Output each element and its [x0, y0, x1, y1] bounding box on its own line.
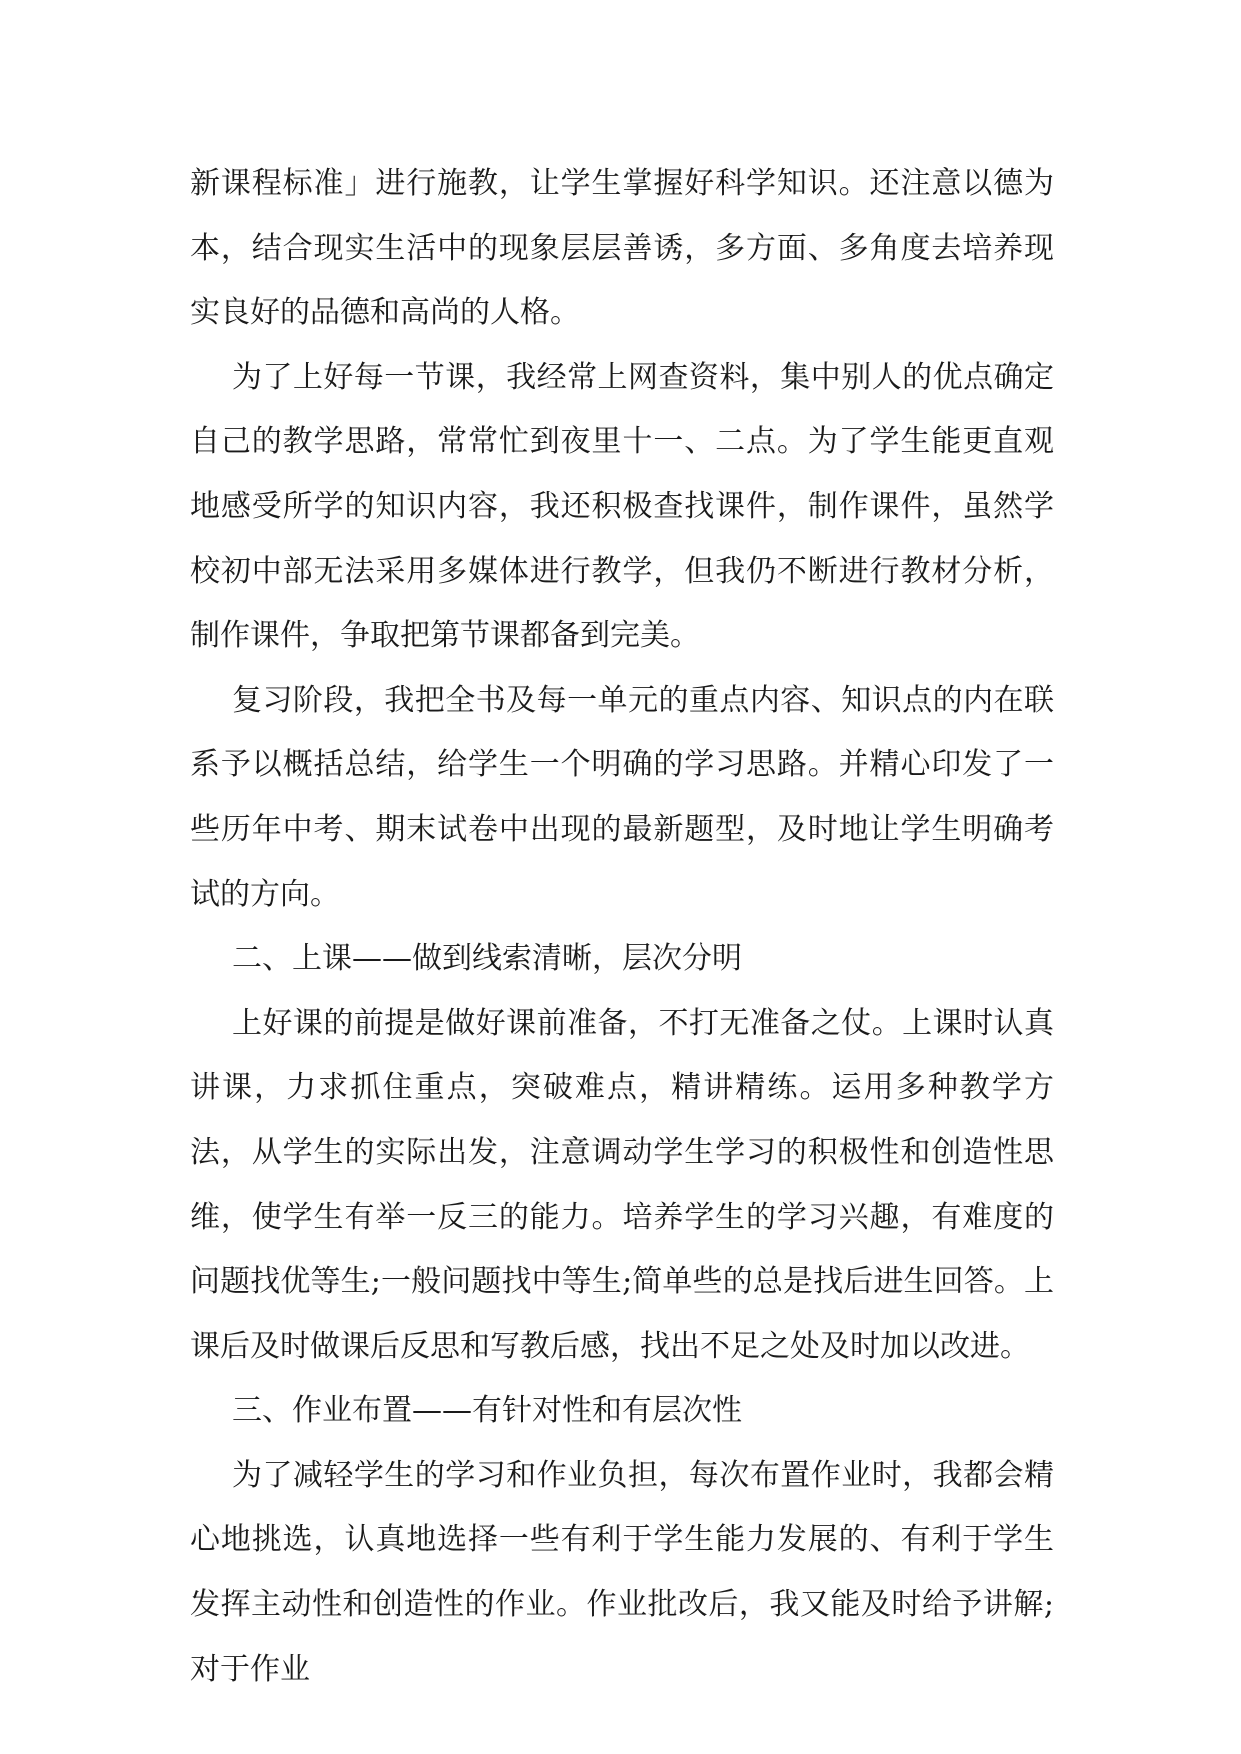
section-heading-homework: 三、作业布置——有针对性和有层次性: [232, 1393, 742, 1429]
paragraph-lesson-preparation: 为了上好每一节课，我经常上网查资料，集中别人的优点确定自己的教学思路，常常忙到夜里十一、二点。为了学生能更直观地感受所学的知识内容，我还积极查找课件，制作课件，虽然学校初中部无法采用多媒体进行教学，但我仍不断进行教材分析，制作课件，争取把第节课都备到完美。: [190, 359, 1054, 654]
paragraph-teaching: 上好课的前提是做好课前准备，不打无准备之仗。上课时认真讲课，力求抓住重点，突破难点，精讲精练。运用多种教学方法，从学生的实际出发，注意调动学生学习的积极性和创造性思维，使学生有举一反三的能力。培养学生的学习兴趣，有难度的问题找优等生;一般问题找中等生;简单些的总是找后进生回答。上课后及时做课后反思和写教后感，找出不足之处及时加以改进。: [190, 1005, 1054, 1364]
body-text: [190, 152, 1054, 1702]
paragraph-review-stage: 复习阶段，我把全书及每一单元的重点内容、知识点的内在联系予以概括总结，给学生一个明确的学习思路。并精心印发了一些历年中考、期末试卷中出现的最新题型，及时地让学生明确考试的方向。: [190, 682, 1054, 912]
paragraph-homework: 为了减轻学生的学习和作业负担，每次布置作业时，我都会精心地挑选，认真地选择一些有利于学生能力发展的、有利于学生发挥主动性和创造性的作业。作业批改后，我又能及时给予讲解;对于作业: [190, 1457, 1054, 1687]
section-heading-teaching: 二、上课——做到线索清晰，层次分明: [232, 941, 742, 977]
paragraph-continuation: 新课程标准」进行施教，让学生掌握好科学知识。还注意以德为本，结合现实生活中的现象层层善诱，多方面、多角度去培养现实良好的品德和高尚的人格。: [190, 166, 1054, 331]
